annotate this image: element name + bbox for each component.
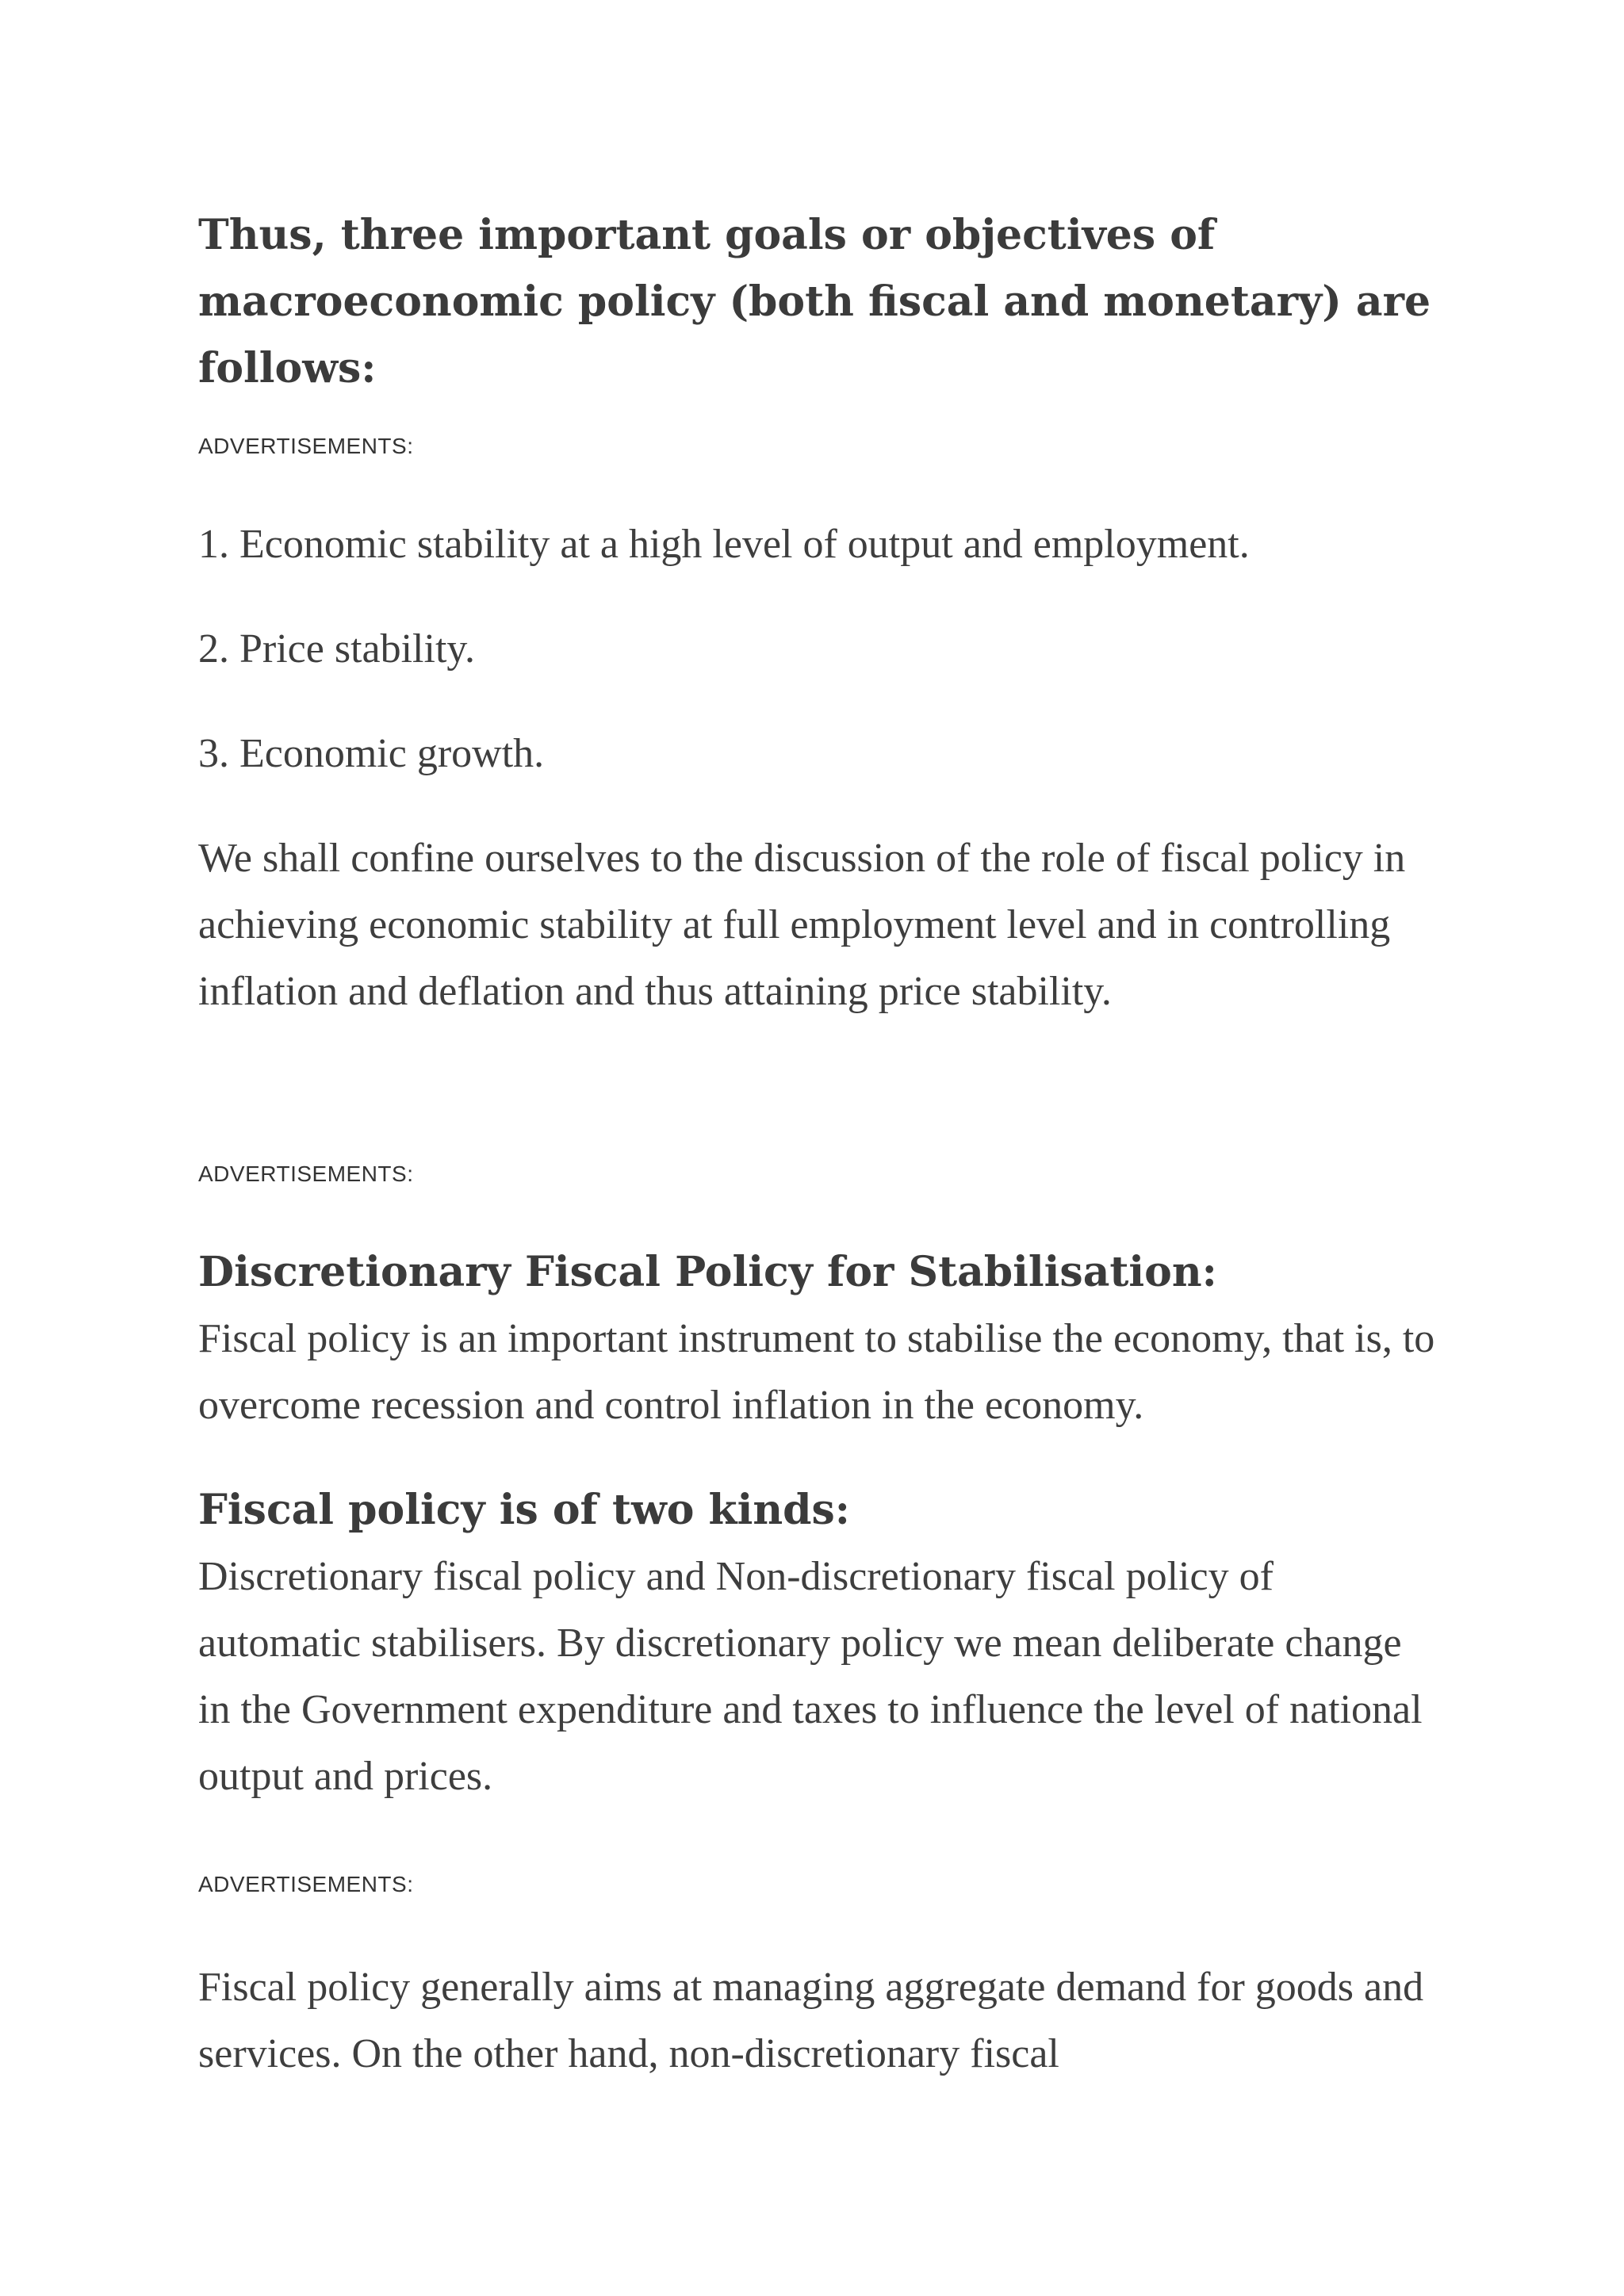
intro-heading-block — [198, 202, 1435, 402]
goal-item-1: 1. Economic stability at a high level of output and employment. — [198, 522, 1250, 567]
goal-item-3: 3. Economic growth. — [198, 731, 545, 776]
goal-item — [198, 616, 1435, 683]
advertisement-label: ADVERTISEMENTS: — [198, 1872, 414, 1896]
final-paragraph-block — [198, 1954, 1435, 2087]
goal-item — [198, 721, 1435, 787]
advertisement-label: ADVERTISEMENTS: — [198, 1161, 414, 1186]
confine-paragraph-block — [198, 825, 1435, 1025]
goal-item — [198, 511, 1435, 578]
section-body: Fiscal policy is an important instrument to stabilise the economy, that is, to overcome recession and control inflation in the economy. — [198, 1316, 1435, 1428]
intro-heading: Thus, three important goals or objectives of macroeconomic policy (both fiscal and monetary) are follows: — [198, 211, 1431, 392]
section-heading: Discretionary Fiscal Policy for Stabilisation: — [198, 1248, 1217, 1296]
section-discretionary — [198, 1239, 1435, 1439]
section-two-kinds — [198, 1477, 1435, 1810]
confine-paragraph: We shall confine ourselves to the discussion of the role of fiscal policy in achieving economic stability at full employment level and in controlling inflation and deflation and thus attaining price stability. — [198, 836, 1406, 1014]
section-body: Discretionary fiscal policy and Non-discretionary fiscal policy of automatic stabilisers. By discretionary policy we mean deliberate change in the Government expenditure and taxes to influence the level of national output and prices. — [198, 1554, 1423, 1799]
goal-item-2: 2. Price stability. — [198, 626, 476, 672]
final-paragraph: Fiscal policy generally aims at managing aggregate demand for goods and services. On the other hand, non-discretionary fiscal — [198, 1965, 1424, 2076]
ad-block-3 — [198, 1870, 1435, 1899]
section-heading: Fiscal policy is of two kinds: — [198, 1486, 850, 1534]
ad-block-1 — [198, 432, 1435, 461]
advertisement-label: ADVERTISEMENTS: — [198, 434, 414, 458]
ad-block-2 — [198, 1160, 1435, 1188]
